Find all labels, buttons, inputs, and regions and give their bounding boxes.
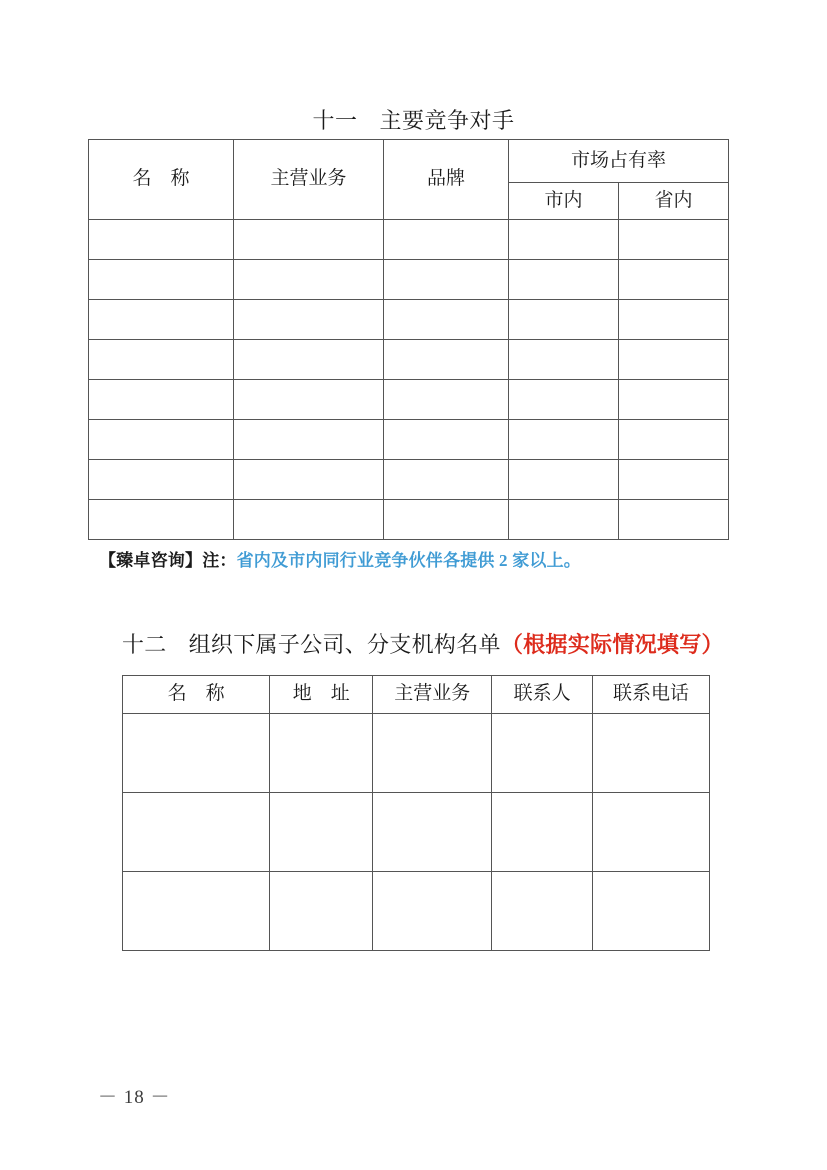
cell-name[interactable] bbox=[123, 714, 270, 793]
cell-main-business[interactable] bbox=[234, 420, 384, 460]
cell-name[interactable] bbox=[89, 340, 234, 380]
cell-main-business[interactable] bbox=[234, 380, 384, 420]
subsidiaries-header-main-business: 主营业务 bbox=[373, 676, 492, 714]
cell-share-city[interactable] bbox=[509, 500, 619, 540]
section-title-text-12: 组织下属子公司、分支机构名单 bbox=[188, 632, 501, 657]
cell-brand[interactable] bbox=[384, 460, 509, 500]
table-row[interactable] bbox=[123, 714, 710, 793]
cell-share-province[interactable] bbox=[619, 340, 729, 380]
cell-contact-phone[interactable] bbox=[593, 793, 710, 872]
cell-share-province[interactable] bbox=[619, 420, 729, 460]
subsidiaries-header-contact-phone: 联系电话 bbox=[593, 676, 710, 714]
competitors-header-market-share-province: 省内 bbox=[619, 183, 729, 220]
cell-contact-person[interactable] bbox=[492, 793, 593, 872]
cell-main-business[interactable] bbox=[373, 872, 492, 951]
section-title-highlight-12: （根据实际情况填写） bbox=[500, 632, 724, 657]
table-row[interactable] bbox=[123, 872, 710, 951]
subsidiaries-table-body bbox=[123, 714, 710, 951]
table-row[interactable] bbox=[89, 260, 729, 300]
cell-share-province[interactable] bbox=[619, 260, 729, 300]
subsidiaries-header-row bbox=[123, 676, 710, 714]
cell-main-business[interactable] bbox=[234, 340, 384, 380]
cell-share-city[interactable] bbox=[509, 420, 619, 460]
cell-contact-phone[interactable] bbox=[593, 872, 710, 951]
cell-brand[interactable] bbox=[384, 420, 509, 460]
competitors-header-market-share: 市场占有率 bbox=[509, 140, 729, 183]
note-prefix: 【臻卓咨询】注： bbox=[99, 551, 237, 570]
cell-name[interactable] bbox=[89, 420, 234, 460]
section-title-competitors bbox=[0, 106, 827, 136]
cell-name[interactable] bbox=[89, 500, 234, 540]
cell-name[interactable] bbox=[89, 460, 234, 500]
table-row[interactable] bbox=[89, 220, 729, 260]
cell-name[interactable] bbox=[89, 380, 234, 420]
cell-main-business[interactable] bbox=[234, 300, 384, 340]
cell-brand[interactable] bbox=[384, 380, 509, 420]
table-row[interactable] bbox=[89, 420, 729, 460]
cell-contact-phone[interactable] bbox=[593, 714, 710, 793]
cell-main-business[interactable] bbox=[234, 220, 384, 260]
cell-main-business[interactable] bbox=[234, 500, 384, 540]
cell-name[interactable] bbox=[89, 300, 234, 340]
table-row[interactable] bbox=[89, 460, 729, 500]
table-row[interactable] bbox=[89, 300, 729, 340]
cell-brand[interactable] bbox=[384, 500, 509, 540]
table-row[interactable] bbox=[89, 380, 729, 420]
cell-main-business[interactable] bbox=[373, 793, 492, 872]
cell-brand[interactable] bbox=[384, 300, 509, 340]
competitors-note bbox=[99, 549, 581, 573]
section-title-subsidiaries bbox=[122, 630, 724, 660]
table-row[interactable] bbox=[123, 793, 710, 872]
cell-main-business[interactable] bbox=[234, 460, 384, 500]
section-number-11: 十一 bbox=[312, 108, 358, 133]
section-number-12: 十二 bbox=[122, 632, 167, 657]
subsidiaries-header-name: 名 称 bbox=[123, 676, 270, 714]
subsidiaries-header-contact-person: 联系人 bbox=[492, 676, 593, 714]
cell-name[interactable] bbox=[89, 220, 234, 260]
cell-share-province[interactable] bbox=[619, 460, 729, 500]
cell-share-city[interactable] bbox=[509, 380, 619, 420]
competitors-table-body bbox=[89, 220, 729, 540]
cell-address[interactable] bbox=[270, 872, 373, 951]
cell-share-province[interactable] bbox=[619, 500, 729, 540]
cell-brand[interactable] bbox=[384, 220, 509, 260]
cell-name[interactable] bbox=[89, 260, 234, 300]
cell-brand[interactable] bbox=[384, 260, 509, 300]
cell-share-city[interactable] bbox=[509, 340, 619, 380]
cell-main-business[interactable] bbox=[234, 260, 384, 300]
cell-share-city[interactable] bbox=[509, 300, 619, 340]
cell-main-business[interactable] bbox=[373, 714, 492, 793]
cell-share-province[interactable] bbox=[619, 300, 729, 340]
competitors-header-name: 名 称 bbox=[89, 140, 234, 220]
competitors-header-brand: 品牌 bbox=[384, 140, 509, 220]
cell-share-province[interactable] bbox=[619, 380, 729, 420]
cell-contact-person[interactable] bbox=[492, 714, 593, 793]
cell-address[interactable] bbox=[270, 714, 373, 793]
note-body: 省内及市内同行业竞争伙伴各提供 2 家以上。 bbox=[236, 551, 582, 570]
cell-share-city[interactable] bbox=[509, 460, 619, 500]
subsidiaries-header-address: 地 址 bbox=[270, 676, 373, 714]
section-title-text-11: 主要竞争对手 bbox=[379, 108, 515, 133]
cell-name[interactable] bbox=[123, 872, 270, 951]
table-row[interactable] bbox=[89, 340, 729, 380]
cell-share-city[interactable] bbox=[509, 220, 619, 260]
competitors-header-row-top bbox=[89, 140, 729, 183]
table-row[interactable] bbox=[89, 500, 729, 540]
competitors-header-market-share-city: 市内 bbox=[509, 183, 619, 220]
cell-contact-person[interactable] bbox=[492, 872, 593, 951]
cell-name[interactable] bbox=[123, 793, 270, 872]
page-number: － 18 － bbox=[98, 1087, 171, 1108]
competitors-header-main-business: 主营业务 bbox=[234, 140, 384, 220]
cell-share-city[interactable] bbox=[509, 260, 619, 300]
subsidiaries-table bbox=[122, 675, 710, 951]
cell-share-province[interactable] bbox=[619, 220, 729, 260]
cell-address[interactable] bbox=[270, 793, 373, 872]
competitors-table bbox=[88, 139, 729, 540]
cell-brand[interactable] bbox=[384, 340, 509, 380]
